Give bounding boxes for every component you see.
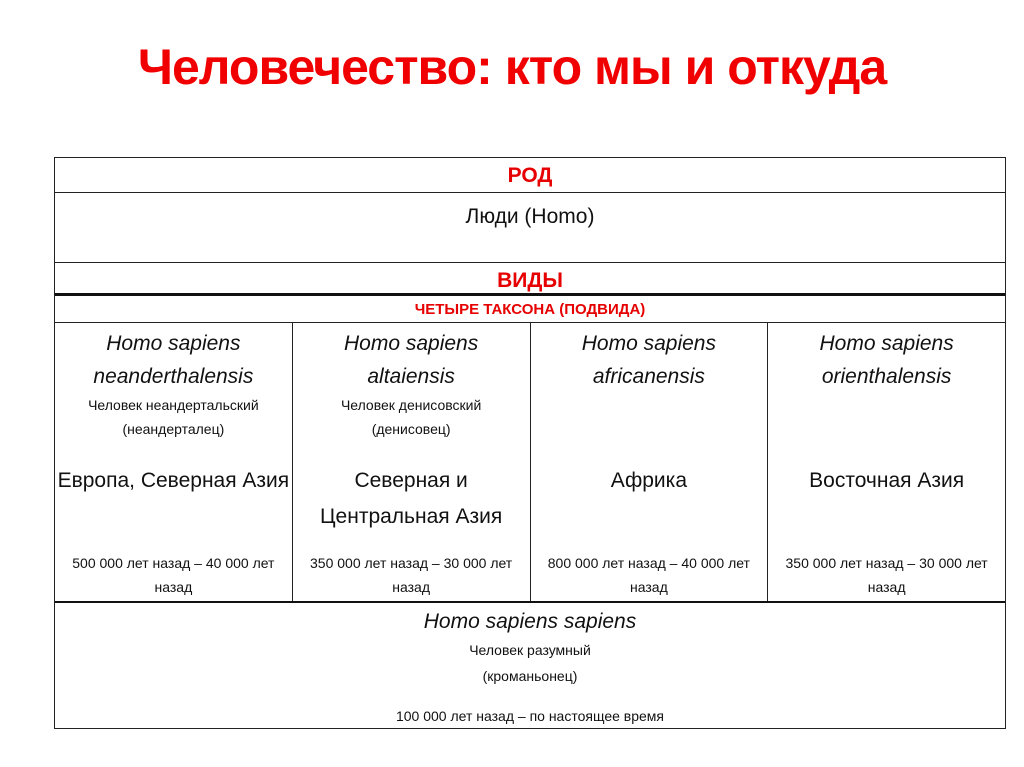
period: 800 000 лет назад – 40 000 лет назад (547, 555, 750, 595)
period: 350 000 лет назад – 30 000 лет назад (310, 555, 513, 595)
russian-name: Человек неандертальский (неандерталец) (88, 397, 259, 437)
region: Африка (610, 469, 687, 492)
subspecies-cell-africanensis (531, 323, 769, 601)
subspecies-cell-orienthalensis (768, 323, 1005, 601)
russian-name: Человек денисовский (денисовец) (340, 397, 482, 437)
genus-header: РОД (507, 164, 553, 187)
latin-name: Homo sapiens orienthalensis (819, 332, 954, 388)
period: 100 000 лет назад – по настоящее время (395, 708, 665, 724)
page-title: Человечество: кто мы и откуда (137, 39, 887, 95)
russian-name: Человек разумный (469, 642, 591, 658)
latin-name: Homo sapiens sapiens (423, 610, 637, 633)
genus-value: Люди (Homo) (465, 205, 595, 228)
latin-name: Homo sapiens neanderthalensis (93, 332, 254, 388)
region: Северная и Центральная Азия (320, 469, 503, 528)
species-header-row (55, 263, 1005, 296)
genus-header-row (55, 158, 1005, 193)
taxa-header-row (55, 296, 1005, 323)
subspecies-cell-altaiensis (293, 323, 531, 601)
region: Восточная Азия (809, 469, 965, 492)
russian-alt-name: (кроманьонец) (482, 668, 578, 684)
region: Европа, Северная Азия (57, 469, 290, 492)
taxonomy-table (54, 157, 1006, 729)
taxa-header: ЧЕТЫРЕ ТАКСОНА (ПОДВИДА) (414, 301, 646, 318)
subspecies-cell-neanderthalensis (55, 323, 293, 601)
species-header: ВИДЫ (497, 269, 563, 292)
subspecies-row (55, 323, 1005, 603)
latin-name: Homo sapiens altaiensis (344, 332, 479, 388)
sapiens-row (55, 603, 1005, 728)
genus-value-row (55, 193, 1005, 263)
latin-name: Homo sapiens africanensis (581, 332, 716, 388)
period: 500 000 лет назад – 40 000 лет назад (72, 555, 275, 595)
period: 350 000 лет назад – 30 000 лет назад (785, 555, 988, 595)
